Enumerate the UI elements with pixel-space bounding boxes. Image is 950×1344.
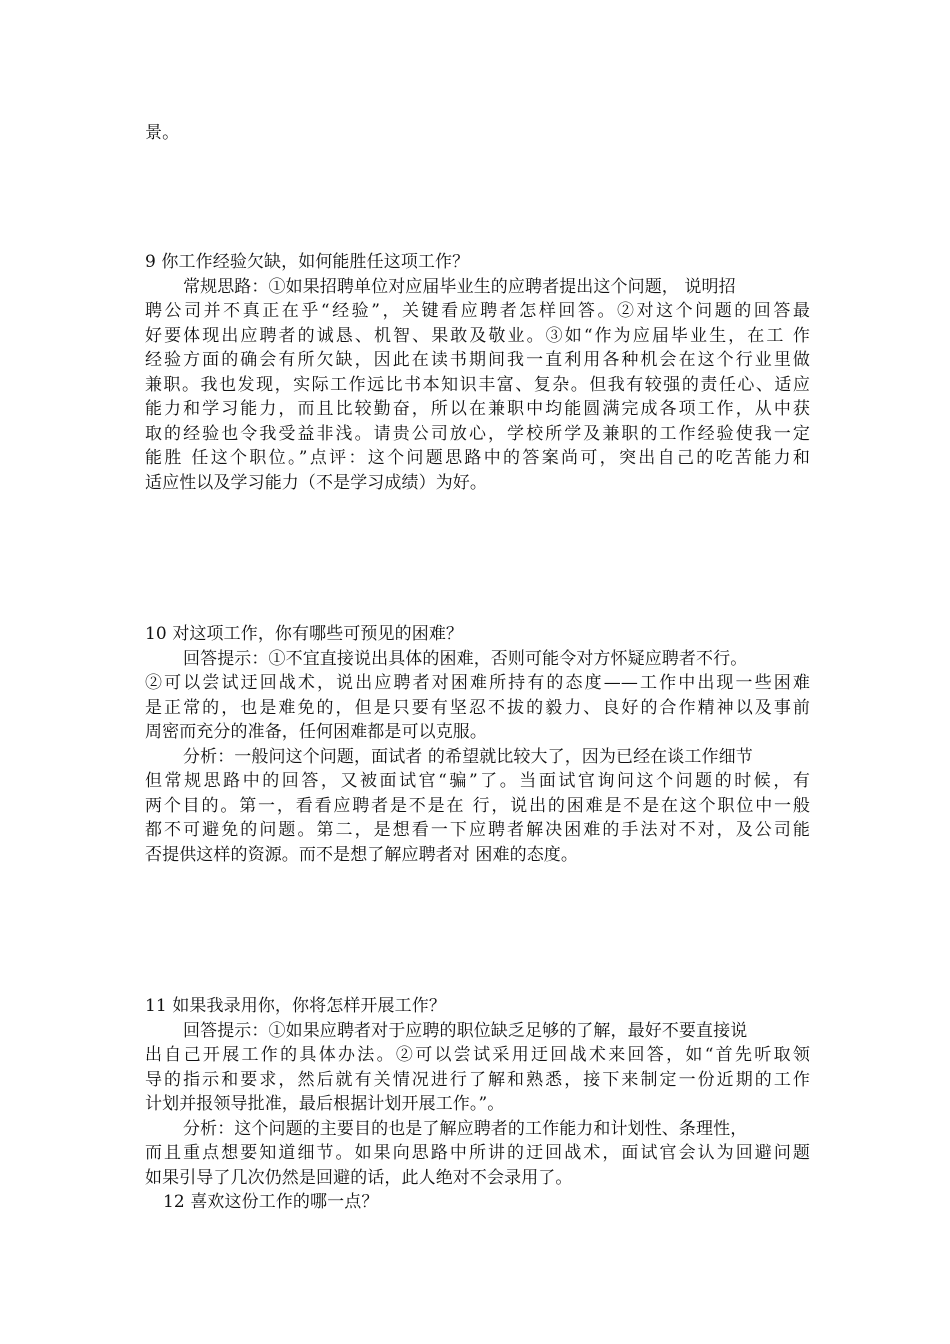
question-10-heading: 10 对这项工作，你有哪些可预见的困难？ <box>145 624 464 644</box>
text-line: 但常规思路中的回答，又被面试官“骗”了。当面试官询问这个问题的时候，有 <box>145 771 810 791</box>
text-line: 计划并报领导批准，最后根据计划开展工作。”。 <box>145 1094 505 1114</box>
text-line: 周密而充分的准备，任何困难都是可以克服。 <box>145 722 487 742</box>
question-11-section <box>145 994 810 1215</box>
text-line: 否提供这样的资源。而不是想了解应聘者对 困难的态度。 <box>145 844 579 865</box>
question-11-heading: 11 如果我录用你，你将怎样开展工作？ <box>145 996 446 1016</box>
text-line: 聘公司并不真正在乎“经验”，关键看应聘者怎样回答。②对这个问题的回答最 <box>145 301 810 321</box>
paragraph-fragment <box>145 121 810 146</box>
text-line: 能胜 任这个职位。”点评：这个问题思路中的答案尚可，突出自己的吃苦能力和 <box>145 448 810 468</box>
text-line: 常规思路：①如果招聘单位对应届毕业生的应聘者提出这个问题， 说明招 <box>183 276 736 297</box>
question-9-section <box>145 250 810 495</box>
text-line: 如果引导了几次仍然是回避的话，此人绝对不会录用了。 <box>145 1167 573 1188</box>
text-line: 适应性以及学习能力（不是学习成绩）为好。 <box>145 472 487 493</box>
question-10-section <box>145 622 810 867</box>
text-line: 都不可避免的问题。第二，是想看一下应聘者解决困难的手法对不对，及公司能 <box>145 820 810 840</box>
text-line: 而且重点想要知道细节。如果向思路中所讲的迂回战术，面试官会认为回避问题 <box>145 1143 810 1163</box>
text-line: 好要体现出应聘者的诚恳、机智、果敢及敬业。③如“作为应届毕业生，在工 作 <box>145 325 810 346</box>
text-line: 回答提示：①不宜直接说出具体的困难，否则可能令对方怀疑应聘者不行。 <box>183 648 748 669</box>
text-line: ②可以尝试迂回战术，说出应聘者对困难所持有的态度——工作中出现一些困难 <box>145 673 810 693</box>
question-12-heading: 12 喜欢这份工作的哪一点？ <box>163 1192 379 1212</box>
text-line: 分析：这个问题的主要目的也是了解应聘者的工作能力和计划性、条理性， <box>183 1118 748 1139</box>
text-line: 两个目的。第一，看看应聘者是不是在 行，说出的困难是不是在这个职位中一般 <box>145 795 810 816</box>
text-line: 能力和学习能力，而且比较勤奋，所以在兼职中均能圆满完成各项工作，从中获 <box>145 399 810 419</box>
text-line: 兼职。我也发现，实际工作远比书本知识丰富、复杂。但我有较强的责任心、适应 <box>145 374 810 395</box>
text-line: 景。 <box>145 123 180 143</box>
text-line: 导的指示和要求，然后就有关情况进行了解和熟悉，接下来制定一份近期的工作 <box>145 1069 810 1090</box>
text-line: 分析：一般问这个问题，面试者 的希望就比较大了，因为已经在谈工作细节 <box>183 746 753 767</box>
text-line: 出自己开展工作的具体办法。②可以尝试采用迂回战术来回答，如“首先听取领 <box>145 1045 810 1065</box>
text-line: 是正常的，也是难免的，但是只要有坚忍不拔的毅力、良好的合作精神以及事前 <box>145 697 810 718</box>
text-line: 回答提示：①如果应聘者对于应聘的职位缺乏足够的了解，最好不要直接说 <box>183 1020 748 1041</box>
question-9-heading: 9 你工作经验欠缺，如何能胜任这项工作？ <box>145 252 470 272</box>
text-line: 取的经验也令我受益非浅。请贵公司放心，学校所学及兼职的工作经验使我一定 <box>145 423 810 444</box>
text-line: 经验方面的确会有所欠缺，因此在读书期间我一直利用各种机会在这个行业里做 <box>145 350 810 370</box>
